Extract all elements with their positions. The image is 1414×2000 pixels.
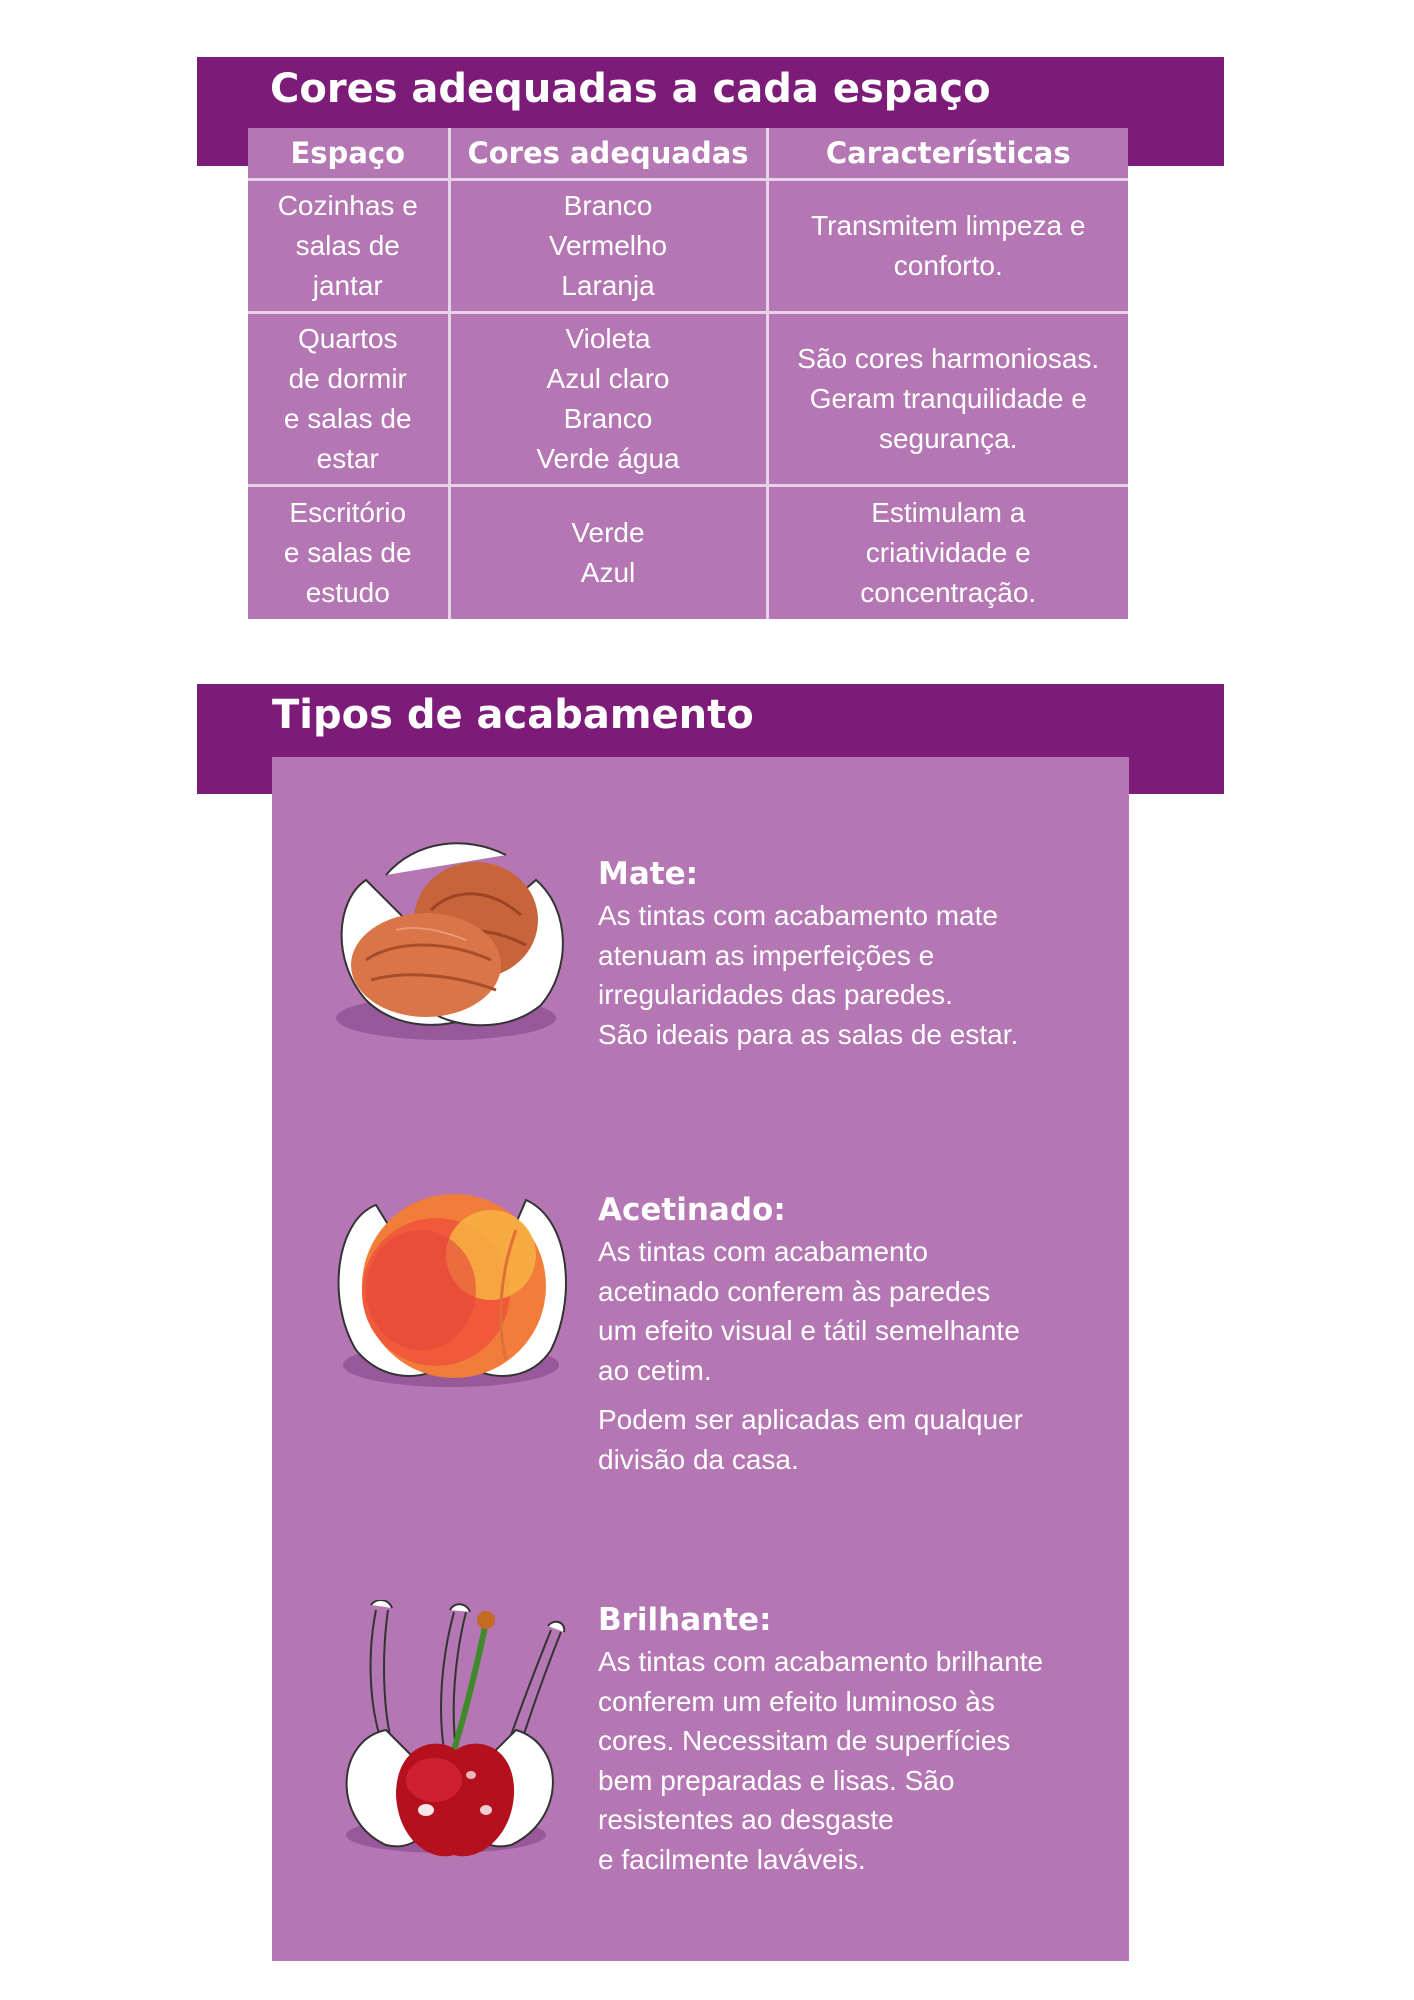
cherry-icon bbox=[326, 1600, 576, 1870]
finish-desc-line: conferem um efeito luminoso às bbox=[598, 1685, 995, 1717]
cell-line: Cozinhas e bbox=[277, 190, 418, 221]
table-row bbox=[248, 313, 1128, 486]
table-header-row bbox=[248, 128, 1128, 180]
cell-line: de dormir bbox=[288, 363, 407, 394]
finish-desc-line: São ideais para as salas de estar. bbox=[598, 1018, 1019, 1050]
finish-text bbox=[598, 854, 1138, 1054]
cell-space bbox=[248, 313, 449, 486]
finish-desc-line: bem preparadas e lisas. São bbox=[598, 1764, 955, 1796]
cell-space bbox=[248, 180, 449, 313]
cell-line: Escritório bbox=[289, 496, 407, 528]
finish-text bbox=[598, 1190, 1138, 1479]
table-row bbox=[248, 486, 1128, 619]
colors-table bbox=[248, 128, 1128, 619]
cell-line: e salas de bbox=[283, 536, 412, 568]
header-traits: Características bbox=[767, 128, 1128, 180]
cell-line: conforto. bbox=[893, 250, 1003, 281]
finish-desc-line: As tintas com acabamento bbox=[598, 1236, 928, 1267]
finish-desc-line: As tintas com acabamento mate bbox=[598, 900, 998, 931]
cell-line: e salas de bbox=[283, 403, 412, 434]
cell-traits bbox=[767, 313, 1128, 486]
header-colors: Cores adequadas bbox=[449, 128, 767, 180]
cell-colors bbox=[449, 180, 767, 313]
cell-line: criatividade e bbox=[865, 536, 1031, 568]
cell-line: segurança. bbox=[878, 423, 1018, 454]
cell-colors bbox=[449, 313, 767, 486]
cell-traits bbox=[767, 486, 1128, 619]
section-finishes-title: Tipos de acabamento bbox=[272, 692, 754, 738]
finish-desc-line: divisão da casa. bbox=[598, 1443, 799, 1475]
finish-desc-line: Podem ser aplicadas em qualquer bbox=[598, 1404, 1023, 1435]
cell-line: Quartos bbox=[297, 323, 398, 354]
table-row bbox=[248, 180, 1128, 313]
finish-desc-line: ao cetim. bbox=[598, 1354, 712, 1386]
cell-line: estar bbox=[316, 443, 379, 474]
finish-name: Acetinado: bbox=[598, 1192, 786, 1228]
cell-space bbox=[248, 486, 449, 619]
finish-desc-line: um efeito visual e tátil semelhante bbox=[598, 1315, 1020, 1346]
finish-desc-line: As tintas com acabamento brilhante bbox=[598, 1646, 1044, 1677]
cell-line: Verde bbox=[571, 516, 645, 548]
cell-line: Laranja bbox=[561, 270, 655, 301]
cell-line: Vermelho bbox=[548, 230, 668, 261]
walnut-icon bbox=[326, 830, 576, 1060]
cell-line: Violeta bbox=[565, 323, 651, 354]
finish-text bbox=[598, 1600, 1138, 1879]
finish-desc-line: acetinado conferem às paredes bbox=[598, 1275, 991, 1307]
finish-desc-line: cores. Necessitam de superfícies bbox=[598, 1725, 1011, 1756]
finish-name: Brilhante: bbox=[598, 1602, 772, 1638]
cell-line: estudo bbox=[305, 576, 390, 608]
header-space: Espaço bbox=[248, 128, 449, 180]
cell-line: Branco bbox=[563, 190, 653, 221]
peach-icon bbox=[326, 1180, 576, 1410]
cell-line: Estimulam a bbox=[871, 496, 1026, 528]
cell-line: Azul bbox=[580, 556, 636, 588]
finish-desc-line: irregularidades das paredes. bbox=[598, 979, 953, 1010]
cell-line: Verde água bbox=[536, 443, 680, 474]
cell-line: Branco bbox=[563, 403, 653, 434]
cell-line: jantar bbox=[312, 270, 383, 301]
cell-line: salas de bbox=[295, 230, 400, 261]
cell-traits bbox=[767, 180, 1128, 313]
section-colors-title: Cores adequadas a cada espaço bbox=[270, 66, 991, 112]
finish-desc-line: resistentes ao desgaste bbox=[598, 1804, 894, 1835]
cell-colors bbox=[449, 486, 767, 619]
cell-line: Azul claro bbox=[546, 363, 670, 394]
finish-desc-line: e facilmente laváveis. bbox=[598, 1843, 866, 1875]
cell-line: concentração. bbox=[860, 576, 1037, 608]
cell-line: São cores harmoniosas. bbox=[797, 343, 1100, 374]
cell-line: Geram tranquilidade e bbox=[809, 383, 1087, 414]
finish-name: Mate: bbox=[598, 856, 699, 892]
cell-line: Transmitem limpeza e bbox=[811, 210, 1086, 241]
finish-desc-line: atenuam as imperfeições e bbox=[598, 939, 935, 971]
